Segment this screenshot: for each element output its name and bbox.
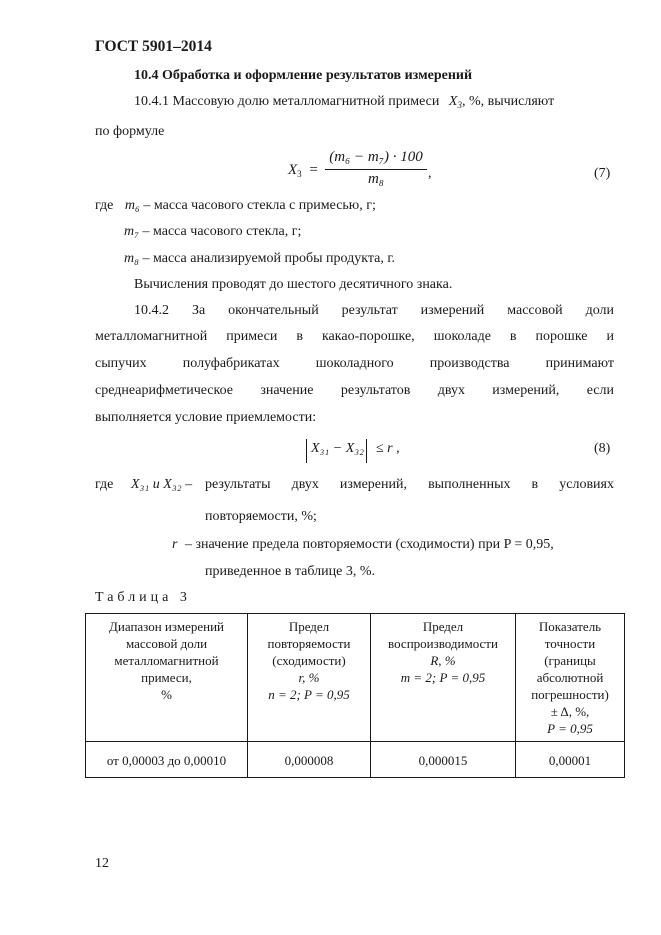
formula-8-expression: X₃₁ − X₃₂ — [311, 441, 365, 456]
table-3 — [85, 613, 625, 778]
formula-8-rhs: ≤ r , — [376, 441, 400, 456]
fraction-line — [325, 169, 427, 170]
section-heading: 10.4 Обработка и оформление результатов измерений — [134, 68, 473, 83]
table-cell: от 0,00003 до 0,00010 — [86, 742, 248, 778]
table-cell: 0,000008 — [248, 742, 371, 778]
formula-7-lhs: $X_3$ = — [288, 162, 318, 179]
table-caption: Таблица 3 — [95, 590, 191, 605]
paragraph-10-4-1-line-2: по формуле — [95, 124, 165, 139]
paragraph-10-4-2-line-1: 10.4.2 За окончательный результат измерений массовой доли — [134, 303, 614, 318]
table-row — [86, 742, 625, 778]
where-m7: m₇ – масса часового стекла, г; — [124, 224, 302, 239]
formula-8-number: (8) — [594, 441, 611, 456]
paragraph-text: , %, вычисляют — [461, 94, 555, 109]
paragraph-10-4-1-line-1 — [134, 94, 554, 110]
document-header: ГОСТ 5901–2014 — [95, 38, 212, 55]
formula-8-abs-value — [306, 439, 367, 463]
where-line-1: результаты двух измерений, выполненных в условиях — [205, 477, 614, 492]
paragraph-10-4-2-line-2: металломагнитной примеси в какао-порошке, шоколаде в порошке и — [95, 329, 614, 344]
table-cell: 0,000015 — [371, 742, 516, 778]
table-header-cell: Предел повторяемости (сходимости) r, % n = 2; P = 0,95 — [248, 614, 371, 742]
variable-x3: $X_3$ — [448, 94, 462, 110]
table-header-cell: Показатель точности (границы абсолютной погрешности) ± Δ, %, P = 0,95 — [516, 614, 625, 742]
paragraph-calculation: Вычисления проводят до шестого десятичного знака. — [134, 277, 453, 292]
paragraph-10-4-2-line-3: сыпучих полуфабрикатах шоколадного производства принимают — [95, 356, 614, 371]
table-header-cell: Диапазон измерений массовой доли металломагнитной примеси, % — [86, 614, 248, 742]
paragraph-10-4-2-line-4: среднеарифметическое значение результатов двух измерений, если — [95, 383, 614, 398]
where-line-2: повторяемости, %; — [205, 509, 317, 524]
formula-7-number: (7) — [594, 166, 611, 181]
where-vars-x31-x32: X₃₁ и X₃₂ – — [131, 477, 193, 492]
formula-7-numerator: (m₆ − m₇) · 100 — [329, 149, 423, 165]
where-m6: где m₆ – масса часового стекла с примесью, г; — [95, 198, 376, 213]
table-header-cell: Предел воспроизводимости R, % m = 2; P = 0,95 — [371, 614, 516, 742]
where-label: где — [95, 477, 114, 492]
page-number: 12 — [95, 856, 109, 871]
paragraph-10-4-2-line-5: выполняется условие приемлемости: — [95, 410, 317, 425]
formula-7-comma: , — [428, 166, 432, 181]
where-r: r – значение предела повторяемости (сходимости) при P = 0,95, — [172, 537, 554, 552]
table-header-row — [86, 614, 625, 742]
table-cell: 0,00001 — [516, 742, 625, 778]
where-m8: m₈ – масса анализируемой пробы продукта, г. — [124, 251, 396, 266]
formula-7-denominator: m₈ — [367, 171, 385, 187]
paragraph-text: 10.4.1 Массовую долю металломагнитной примеси — [134, 94, 440, 109]
where-r-line-2: приведенное в таблице 3, %. — [205, 564, 375, 579]
formula-7-fraction — [325, 149, 427, 193]
